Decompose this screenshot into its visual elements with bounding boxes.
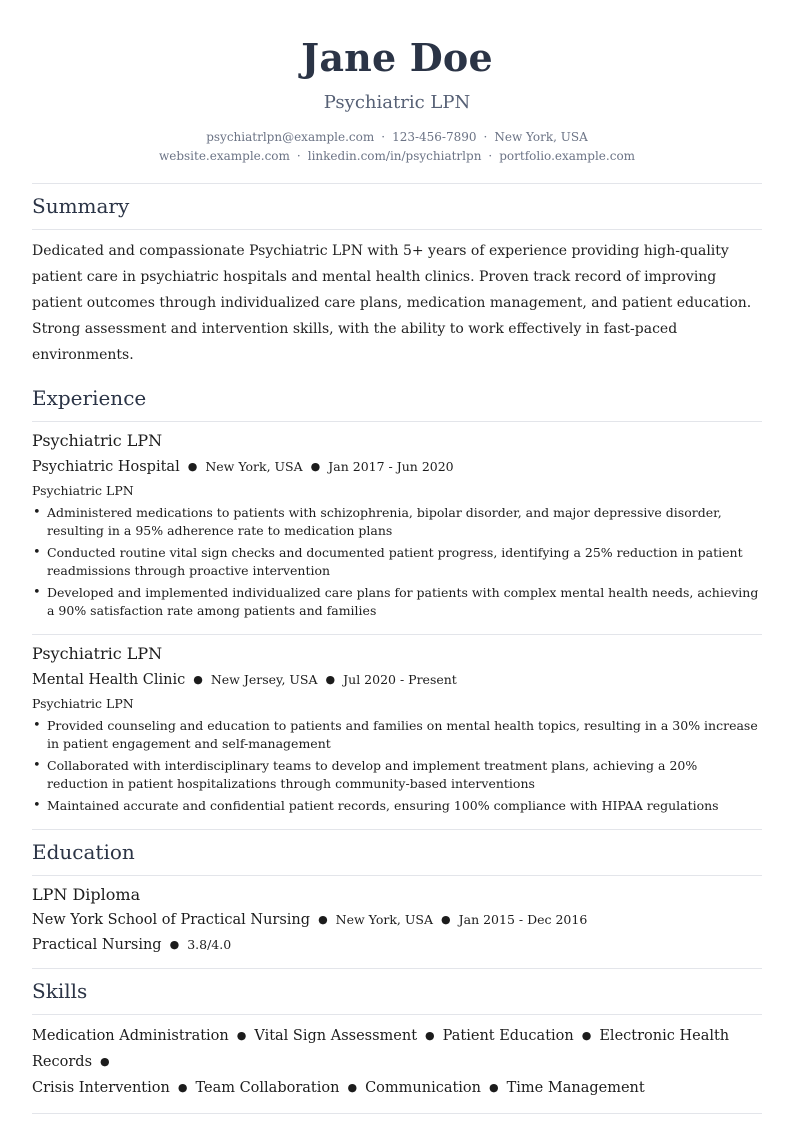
job-title: Psychiatric LPN [32,431,163,450]
job-bullets [32,717,762,815]
contact-phone[interactable]: 123-456-7890 [392,130,477,144]
skill-item: Communication [365,1080,481,1096]
experience-entry [32,422,762,634]
skills-list [32,1015,762,1113]
candidate-name: Jane Doe [301,35,493,80]
bullet-dot: ● [169,938,180,951]
summary-heading: Summary [32,194,130,218]
contact-linkedin[interactable]: linkedin.com/in/psychiatrlpn [307,149,482,163]
bullet-dot: ● [581,1029,592,1042]
skills-row [32,1023,762,1075]
skill-item: Electronic Health Records [32,1028,730,1070]
job-location: New Jersey, USA [210,672,318,687]
education-section [32,830,762,969]
bullet-dot: ● [100,1055,110,1068]
skill-item: Crisis Intervention [32,1080,170,1096]
job-location: New York, USA [205,459,303,474]
bullet-dot: ● [347,1081,358,1094]
summary-text: Dedicated and compassionate Psychiatric LPN with 5+ years of experience providing high-quality patient care in psychiatric hospitals and mental health clinics. Proven track record of improving patient outcomes through individualized care plans, medication management, and patient education. Strong assessment and intervention skills, with the ability to work effectively in fast-paced environments. [32,243,752,363]
bullet-dot: ● [193,673,203,686]
experience-entry [32,635,762,829]
education-field: Practical Nursing [32,937,162,953]
list-item: • Provided counseling and education to patients and families on mental health topics, resulting in a 30% increase in patient engagement and self-management [32,717,762,753]
list-item: • Conducted routine vital sign checks and documented patient progress, identifying a 25% reduction in patient readmissions through proactive intervention [32,544,762,580]
bullet-dot: ● [177,1081,188,1094]
resume-header [32,0,762,166]
job-role: Psychiatric LPN [32,696,134,711]
list-item: • Maintained accurate and confidential patient records, ensuring 100% compliance with HIPAA regulations [32,797,762,815]
bullet-dot: ● [187,460,198,473]
skill-item: Vital Sign Assessment [254,1028,418,1044]
skill-item: Team Collaboration [195,1080,340,1096]
bullet-dot: ● [318,913,328,926]
job-company: Mental Health Clinic [32,672,186,688]
contact-row-links [32,147,762,166]
job-title: Psychiatric LPN [32,644,163,663]
bullet-dot: ● [236,1029,247,1042]
education-heading: Education [32,840,135,864]
contact-location: New York, USA [494,130,588,144]
bullet-dot: ● [325,673,336,686]
bullet-dot: ● [489,1081,499,1094]
contact-separator: · [488,149,493,163]
education-gpa: 3.8/4.0 [187,937,232,952]
job-role: Psychiatric LPN [32,483,134,498]
candidate-title: Psychiatric LPN [323,92,471,113]
list-item: • Developed and implemented individualized care plans for patients with complex mental health needs, achieving a 90% satisfaction rate among patients and families [32,584,762,620]
education-field-line [32,934,762,956]
bullet-dot: ● [425,1029,435,1042]
job-meta [32,456,762,478]
bullet-dot: ● [441,913,451,926]
contact-separator: · [483,130,488,144]
education-dates: Jan 2015 - Dec 2016 [458,912,588,927]
section-divider [32,1113,762,1114]
job-dates: Jul 2020 - Present [343,672,457,687]
skills-row [32,1075,762,1101]
contact-row-primary [32,128,762,147]
job-company: Psychiatric Hospital [32,459,180,475]
skills-section [32,969,762,1114]
contact-portfolio[interactable]: portfolio.example.com [499,149,636,163]
experience-section [32,376,762,830]
education-entry [32,876,762,968]
contact-separator: · [381,130,386,144]
skill-item: Medication Administration [32,1028,229,1044]
education-meta [32,909,762,931]
skill-item: Patient Education [442,1028,574,1044]
education-school: New York School of Practical Nursing [32,912,311,928]
bullet-dot: ● [310,460,321,473]
education-location: New York, USA [335,912,433,927]
job-bullets [32,504,762,620]
summary-section [32,184,762,376]
contact-website[interactable]: website.example.com [158,149,290,163]
list-item: • Collaborated with interdisciplinary teams to develop and implement treatment plans, achieving a 20% reduction in patient hospitalizations through community-based interventions [32,757,762,793]
job-dates: Jan 2017 - Jun 2020 [328,459,454,474]
contact-separator: · [296,149,301,163]
skill-item: Time Management [506,1080,645,1096]
skills-heading: Skills [32,979,88,1003]
experience-heading: Experience [32,386,147,410]
job-meta [32,669,762,691]
list-item: • Administered medications to patients with schizophrenia, bipolar disorder, and major depressive disorder, resulting in a 95% adherence rate to medication plans [32,504,762,540]
education-degree: LPN Diploma [32,885,141,904]
contact-email[interactable]: psychiatrlpn@example.com [206,130,375,144]
